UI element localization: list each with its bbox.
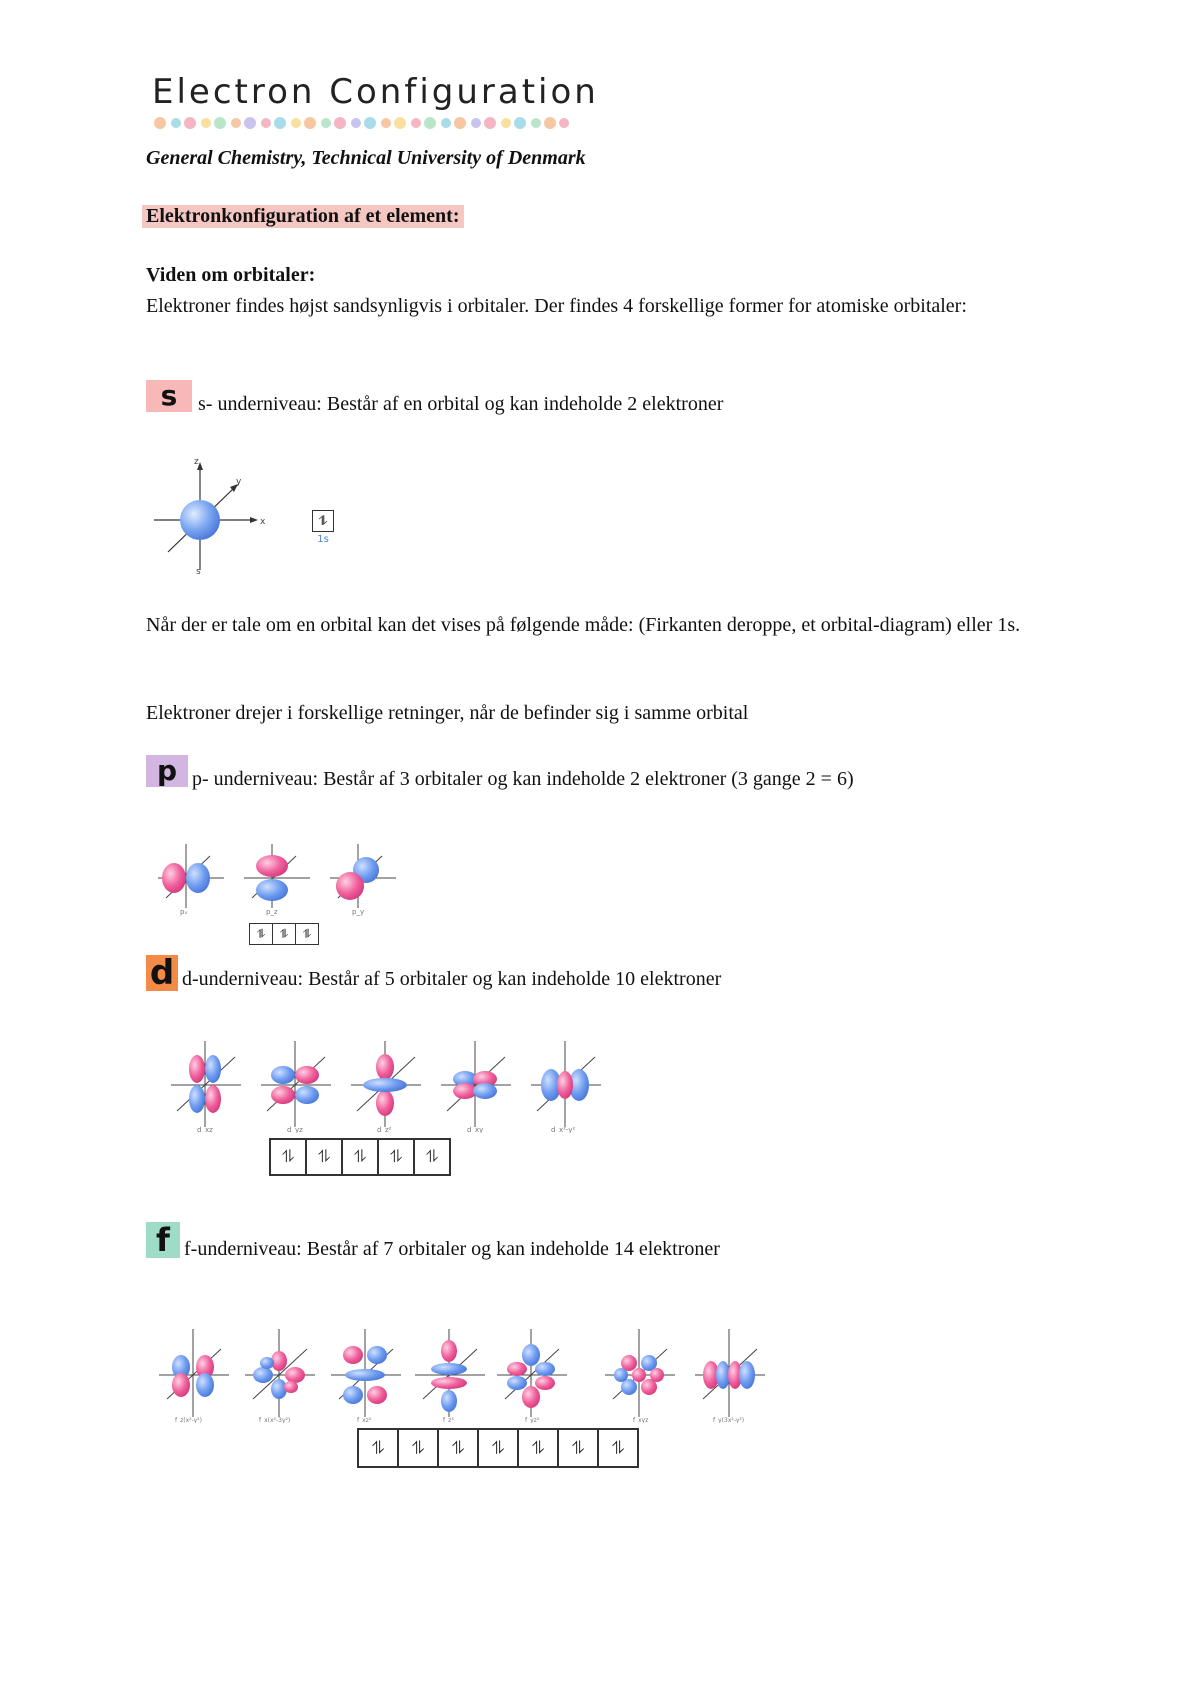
f3-label: f_xz² xyxy=(357,1417,372,1423)
f-box-7: ⥮ xyxy=(597,1430,637,1466)
p-badge xyxy=(146,755,188,787)
s-box-row xyxy=(312,510,334,532)
d-box-3: ⥮ xyxy=(341,1140,377,1174)
dxy-orbital xyxy=(441,1041,511,1133)
py-orbital xyxy=(330,844,396,916)
f-box-2: ⥮ xyxy=(397,1430,437,1466)
subtitle: General Chemistry, Technical University of Denmark xyxy=(146,147,586,169)
paragraph-spin: Elektroner drejer i forskellige retninger, når de befinder sig i samme orbital xyxy=(146,702,749,724)
f-orbitals-figure xyxy=(155,1325,775,1423)
d-orbitals-figure xyxy=(165,1035,615,1133)
f-badge xyxy=(146,1222,180,1258)
f5-orbital xyxy=(497,1329,567,1423)
d-description: d-underniveau: Består af 5 orbitaler og kan indeholde 10 elektroner xyxy=(182,968,722,990)
f-badge-letter: f xyxy=(156,1221,170,1259)
p-orbitals-figure xyxy=(150,838,410,916)
s-axis-x: x xyxy=(260,517,266,527)
d-box-row xyxy=(269,1138,451,1176)
s-orbital-label: s xyxy=(196,567,201,577)
dx2y2-label: d_x²-y² xyxy=(551,1126,576,1133)
f1-label: f_z(x²-y²) xyxy=(175,1417,202,1423)
f6-label: f_xyz xyxy=(633,1417,649,1423)
f1-orbital xyxy=(159,1329,229,1423)
s-description: s- underniveau: Består af en orbital og kan indeholde 2 elektroner xyxy=(198,393,724,415)
f4-label: f_z³ xyxy=(443,1417,454,1423)
p-description: p- underniveau: Består af 3 orbitaler og kan indeholde 2 elektroner (3 gange 2 = 6) xyxy=(192,768,854,790)
f-box-4: ⥮ xyxy=(477,1430,517,1466)
f-box-row xyxy=(357,1428,639,1468)
f-box-3: ⥮ xyxy=(437,1430,477,1466)
d-badge xyxy=(146,955,178,991)
dz2-label: d_z² xyxy=(377,1126,392,1133)
f-box-5: ⥮ xyxy=(517,1430,557,1466)
f2-label: f_x(x²-3y²) xyxy=(259,1417,291,1423)
px-label: pₓ xyxy=(180,908,188,916)
p-box-2: ⥮ xyxy=(272,924,295,944)
f3-orbital xyxy=(331,1329,401,1423)
intro-paragraph: Elektroner findes højst sandsynligvis i orbitaler. Der findes 4 forskellige former for atomiske orbitaler: xyxy=(146,295,967,317)
f7-orbital xyxy=(695,1329,765,1423)
dyz-label: d_yz xyxy=(287,1126,303,1133)
px-orbital xyxy=(158,844,224,916)
f-orbital-diagram xyxy=(357,1428,639,1468)
s-orbital-diagram xyxy=(312,510,334,545)
logo-dots-decoration xyxy=(152,114,572,132)
f7-label: f_y(3x²-y²) xyxy=(713,1417,745,1423)
s-orbital-box: ⥮ xyxy=(318,513,328,529)
p-orbital-diagram xyxy=(249,923,319,945)
section-title: Viden om orbitaler: xyxy=(146,264,316,286)
p-box-1: ⥮ xyxy=(256,926,266,941)
dyz-orbital xyxy=(261,1041,331,1133)
dxz-label: d_xz xyxy=(197,1126,213,1133)
d-box-4: ⥮ xyxy=(377,1140,413,1174)
d-orbital-diagram xyxy=(269,1138,451,1176)
d-badge-letter: d xyxy=(149,953,175,993)
f5-label: f_yz² xyxy=(525,1417,540,1423)
f6-orbital xyxy=(605,1329,675,1423)
dxz-orbital xyxy=(171,1041,241,1133)
p-box-row xyxy=(249,923,319,945)
d-box-1: ⥮ xyxy=(281,1147,295,1167)
logo xyxy=(152,72,599,132)
s-axis-z: z xyxy=(194,457,199,467)
py-label: p_y xyxy=(352,908,365,916)
s-axis-y: y xyxy=(236,477,242,487)
p-box-3: ⥮ xyxy=(295,924,318,944)
main-heading: Elektronkonfiguration af et element: xyxy=(142,205,464,228)
f-box-6: ⥮ xyxy=(557,1430,597,1466)
paragraph-orbital-diagram: Når der er tale om en orbital kan det vises på følgende måde: (Firkanten deroppe, et orbital-diagram) eller 1s. xyxy=(146,614,1021,636)
s-badge-letter: s xyxy=(160,379,178,412)
dz2-orbital xyxy=(351,1041,421,1133)
f-description: f-underniveau: Består af 7 orbitaler og kan indeholde 14 elektroner xyxy=(184,1238,720,1260)
f4-orbital xyxy=(415,1329,485,1423)
p-badge-letter: p xyxy=(156,754,178,787)
s-box-label: 1s xyxy=(317,534,329,545)
pz-label: p_z xyxy=(266,908,278,916)
f-box-1: ⥮ xyxy=(371,1437,385,1459)
dx2y2-orbital xyxy=(531,1041,601,1133)
s-orbital-figure xyxy=(150,452,270,577)
logo-title: Electron Configuration xyxy=(152,72,599,112)
dxy-label: d_xy xyxy=(467,1126,484,1133)
d-box-5: ⥮ xyxy=(413,1140,449,1174)
d-box-2: ⥮ xyxy=(305,1140,341,1174)
pz-orbital xyxy=(244,844,310,916)
f2-orbital xyxy=(245,1329,315,1423)
s-badge xyxy=(146,380,192,412)
